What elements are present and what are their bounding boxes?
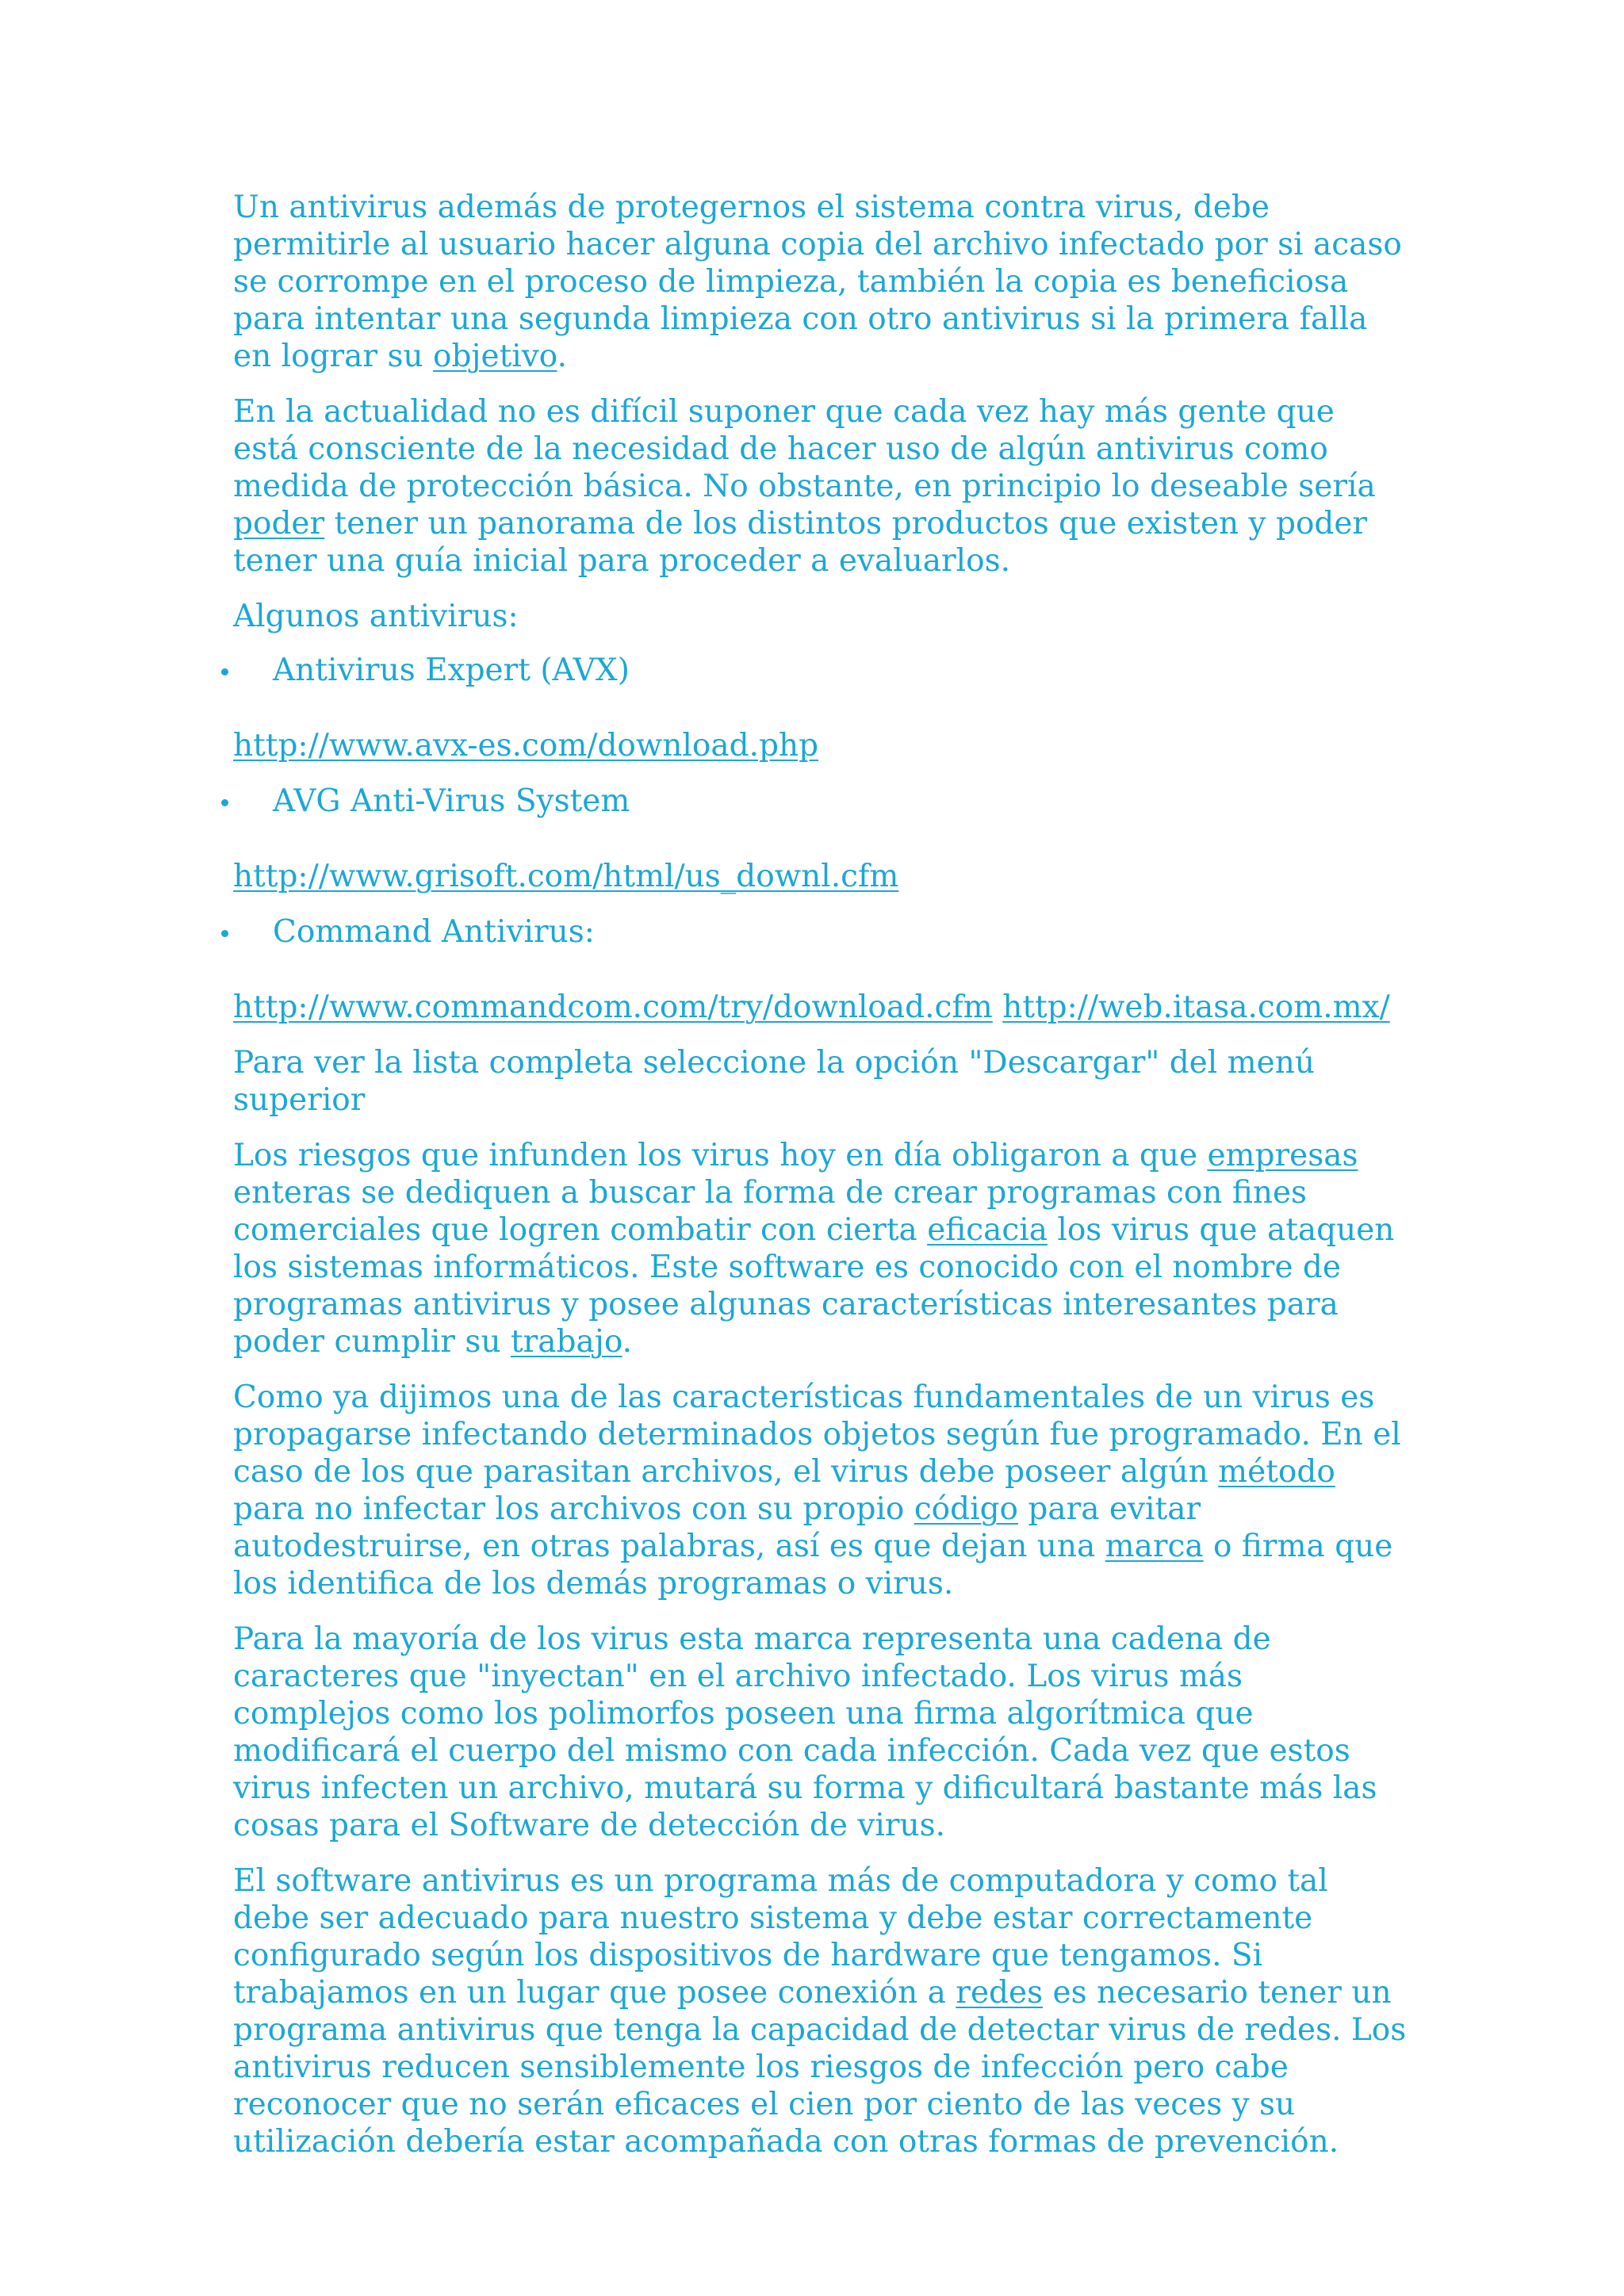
paragraph-caracteristicas: Como ya dijimos una de las características fundamentales de un virus es propagarse infectando determinados objetos según fue programado. En el caso de los que parasitan archivos, el virus debe poseer algún método para no infectar los archivos con su propio código para evitar autodestruirse, en otras palabras, así es que dejan una marca o firma que los identifica de los demás programas o virus. bbox=[233, 1380, 1401, 1601]
link-avx-download[interactable]: http://www.avx-es.com/download.php bbox=[233, 728, 819, 763]
url-line-command bbox=[233, 989, 1407, 1026]
paragraph-firma: Para la mayoría de los virus esta marca representa una cadena de caracteres que "inyectan" en el archivo infectado. Los virus más complejos como los polimorfos poseen una firma algorítmica que modificará el cuerpo del mismo con cada infección. Cada vez que estos virus infecten un archivo, mutará su forma y dificultará bastante más las cosas para el Software de detección de virus. bbox=[233, 1621, 1377, 1843]
list-intro: Algunos antivirus: bbox=[233, 599, 519, 634]
paragraph-riesgos: Los riesgos que infunden los virus hoy en día obligaron a que empresas enteras se dediquen a buscar la forma de crear programas con fines comerciales que logren combatir con cierta eficacia los virus que ataquen los sistemas informáticos. Este software es conocido con el nombre de programas antivirus y posee algunas características interesantes para poder cumplir su trabajo. bbox=[233, 1138, 1395, 1360]
paragraph-software-antivirus: El software antivirus es un programa más de computadora y como tal debe ser adecuado para nuestro sistema y debe estar correctamente configurado según los dispositivos de hardware que tengamos. Si trabajamos en un lugar que posee conexión a redes es necesario tener un programa antivirus que tenga la capacidad de detectar virus de redes. Los antivirus reducen sensiblemente los riesgos de infección pero cabe reconocer que no serán eficaces el cien por ciento de las veces y su utilización debería estar acompañada con otras formas de prevención. bbox=[233, 1863, 1407, 2160]
bullet-icon bbox=[221, 930, 228, 937]
paragraph-intro: Un antivirus además de protegernos el sistema contra virus, debe permitirle al usuario hacer alguna copia del archivo infectado por si acaso se corrompe en el proceso de limpieza, también la copia es beneficiosa para intentar una segunda limpieza con otro antivirus si la primera falla en lograr su objetivo. bbox=[233, 189, 1402, 374]
bullet-icon bbox=[221, 668, 228, 675]
link-empresas[interactable]: empresas bbox=[1207, 1138, 1358, 1173]
paragraph-lista-completa: Para ver la lista completa seleccione la opción "Descargar" del menú superior bbox=[233, 1045, 1315, 1118]
list-item-avg: AVG Anti-Virus System bbox=[233, 783, 1407, 820]
url-line-avg bbox=[233, 858, 1407, 895]
link-marca[interactable]: marca bbox=[1105, 1529, 1204, 1564]
link-itasa[interactable]: http://web.itasa.com.mx/ bbox=[1002, 989, 1390, 1025]
link-codigo[interactable]: código bbox=[914, 1491, 1019, 1527]
link-trabajo[interactable]: trabajo bbox=[510, 1324, 622, 1360]
link-objetivo[interactable]: objetivo bbox=[432, 339, 557, 374]
link-redes[interactable]: redes bbox=[956, 1975, 1044, 2011]
url-line-avx bbox=[233, 727, 1407, 764]
link-poder[interactable]: poder bbox=[233, 506, 325, 541]
bullet-icon bbox=[221, 799, 228, 806]
link-grisoft-download[interactable]: http://www.grisoft.com/html/us_downl.cfm bbox=[233, 859, 899, 894]
document-body bbox=[233, 189, 1407, 2179]
link-eficacia[interactable]: eficacia bbox=[927, 1212, 1048, 1248]
paragraph-actualidad: En la actualidad no es difícil suponer que cada vez hay más gente que está consciente de la necesidad de hacer uso de algún antivirus como medida de protección básica. No obstante, en principio lo deseable sería poder tener un panorama de los distintos productos que existen y poder tener una guía inicial para proceder a evaluarlos. bbox=[233, 394, 1376, 579]
link-commandcom-download[interactable]: http://www.commandcom.com/try/download.cfm bbox=[233, 989, 993, 1025]
list-item-avx: Antivirus Expert (AVX) bbox=[233, 652, 1407, 689]
list-item-command: Command Antivirus: bbox=[233, 913, 1407, 951]
link-metodo[interactable]: método bbox=[1218, 1454, 1335, 1490]
